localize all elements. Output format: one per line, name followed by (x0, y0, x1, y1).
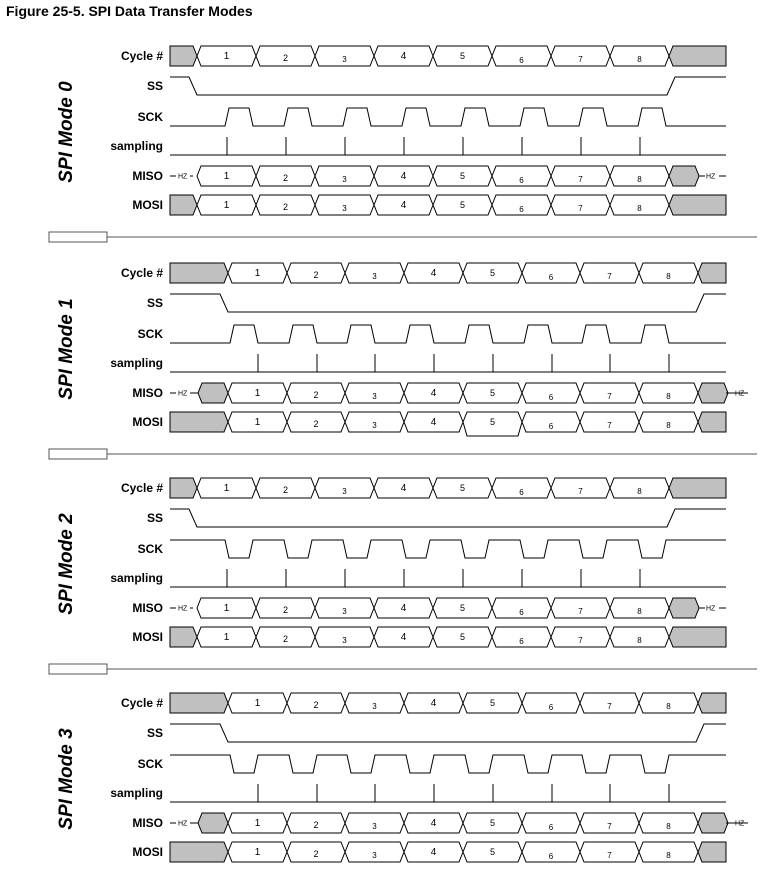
miso-row-shaded-right-post (698, 813, 728, 833)
mosi-row-num-3: 3 (372, 851, 377, 860)
cycle-row-num-8: 8 (637, 487, 642, 496)
miso-row-num-5: 5 (459, 603, 466, 613)
cycle-row-num-4: 4 (400, 483, 407, 494)
mosi-row-num-1: 1 (223, 632, 230, 643)
mosi-row-num-7: 7 (607, 421, 612, 430)
sck-waveform (170, 755, 726, 773)
cycle-row-shaded-left (170, 693, 228, 713)
signal-label-mosi: MOSI (132, 198, 163, 212)
mosi-row-num-2: 2 (282, 202, 289, 212)
miso-row-num-8: 8 (637, 607, 642, 616)
miso-row-hz-right: HZ (706, 605, 716, 613)
sck-waveform (170, 108, 726, 126)
mosi-row-shaded-right (698, 412, 726, 432)
miso-row-shaded-left-pre (198, 813, 228, 833)
signal-label-miso: MISO (132, 601, 163, 615)
mosi-row-num-7: 7 (607, 851, 612, 860)
miso-row-shaded-right-post (669, 166, 699, 186)
signal-label-miso: MISO (132, 816, 163, 830)
miso-row-hz-left: HZ (178, 173, 188, 181)
mode-panel-2 (49, 478, 757, 674)
miso-row-num-8: 8 (637, 175, 642, 184)
cycle-row-num-4: 4 (400, 51, 407, 62)
signal-label-sampling: sampling (110, 139, 163, 153)
miso-row-shaded-left-pre (198, 383, 228, 403)
signal-label-ss: SS (146, 511, 163, 525)
mode-panel-0 (49, 46, 757, 242)
miso-row-hz-right: HZ (706, 173, 716, 181)
panel-divider-box (49, 232, 107, 242)
miso-row-num-6: 6 (519, 608, 524, 617)
miso-row-num-7: 7 (578, 175, 583, 184)
miso-row-num-8: 8 (666, 392, 671, 401)
mosi-row-num-2: 2 (313, 419, 319, 429)
miso-row-num-4: 4 (400, 171, 407, 182)
miso-row-num-1: 1 (254, 818, 261, 829)
miso-row-num-2: 2 (313, 390, 319, 400)
ss-waveform (170, 509, 726, 527)
miso-row-shaded-right-post (669, 598, 699, 618)
mode-label: SPI Mode 2 (56, 513, 77, 615)
mosi-row-num-7: 7 (578, 204, 583, 213)
cycle-row-shaded-left (170, 263, 228, 283)
mosi-row-num-1: 1 (223, 200, 230, 211)
cycle-row-num-7: 7 (578, 55, 583, 64)
mosi-row-num-4: 4 (400, 200, 407, 211)
cycle-row-num-2: 2 (313, 270, 319, 280)
miso-row-num-5: 5 (489, 388, 496, 398)
miso-row-hz-right: HZ (735, 820, 745, 828)
miso-row-num-3: 3 (372, 392, 377, 401)
cycle-row-num-6: 6 (519, 488, 524, 497)
miso-row-num-1: 1 (223, 171, 230, 182)
mosi-row-shaded-left (170, 412, 228, 432)
miso-row-num-4: 4 (400, 603, 407, 614)
mosi-row-shaded-right (698, 842, 726, 862)
mosi-row-num-1: 1 (254, 417, 261, 428)
figure-title: Figure 25-5. SPI Data Transfer Modes (6, 3, 253, 19)
cycle-row-num-2: 2 (282, 53, 289, 63)
cycle-row-shaded-left (170, 46, 197, 66)
cycle-row-shaded-right (669, 478, 726, 498)
mode-label: SPI Mode 3 (56, 728, 77, 830)
mosi-row-num-7: 7 (578, 636, 583, 645)
miso-row-num-2: 2 (282, 605, 289, 615)
cycle-row-num-2: 2 (313, 700, 319, 710)
mosi-row-shaded-right (669, 627, 726, 647)
miso-row-hz-right: HZ (735, 390, 745, 398)
mode-label: SPI Mode 0 (56, 81, 77, 183)
mosi-row-num-8: 8 (666, 421, 671, 430)
mode-label: SPI Mode 1 (56, 298, 77, 400)
miso-row-num-7: 7 (607, 822, 612, 831)
miso-row-hz-left: HZ (178, 820, 188, 828)
mosi-row-num-8: 8 (666, 851, 671, 860)
mosi-row-shaded-right (669, 195, 726, 215)
cycle-row-num-1: 1 (254, 698, 261, 709)
cycle-row-num-7: 7 (607, 272, 612, 281)
mosi-row-num-4: 4 (400, 632, 407, 643)
cycle-row-num-3: 3 (372, 272, 377, 281)
sck-waveform (170, 325, 726, 343)
cycle-row-num-8: 8 (666, 272, 671, 281)
mosi-row-num-8: 8 (637, 636, 642, 645)
signal-label-cycle: Cycle # (120, 696, 163, 710)
signal-label-ss: SS (146, 726, 163, 740)
mosi-row-num-6: 6 (548, 852, 554, 861)
cycle-row-shaded-right (698, 263, 726, 283)
mosi-row-shaded-left (170, 627, 197, 647)
ss-waveform (170, 724, 726, 742)
panel-divider-box (49, 664, 107, 674)
cycle-row-num-5: 5 (459, 483, 466, 493)
ss-waveform (170, 294, 726, 312)
cycle-row-num-6: 6 (548, 703, 554, 712)
miso-row-num-7: 7 (607, 392, 612, 401)
mosi-row-num-3: 3 (342, 204, 347, 213)
miso-row-num-6: 6 (519, 176, 524, 185)
mode-panel-1 (49, 263, 757, 459)
signal-label-cycle: Cycle # (120, 49, 163, 63)
miso-row-num-5: 5 (459, 171, 466, 181)
miso-row-num-6: 6 (548, 393, 554, 402)
miso-row-num-6: 6 (548, 823, 554, 832)
signal-label-mosi: MOSI (132, 415, 163, 429)
mosi-row-num-1: 1 (254, 847, 261, 858)
mosi-row-num-5: 5 (489, 847, 496, 857)
cycle-row-num-1: 1 (254, 268, 261, 279)
mosi-row-num-6: 6 (519, 205, 524, 214)
cycle-row-shaded-left (170, 478, 197, 498)
sck-waveform (170, 540, 726, 558)
miso-row-num-5: 5 (489, 818, 496, 828)
miso-row-num-3: 3 (342, 175, 347, 184)
cycle-row-num-8: 8 (666, 702, 671, 711)
cycle-row-num-4: 4 (430, 268, 437, 279)
signal-label-ss: SS (146, 296, 163, 310)
mosi-row-num-3: 3 (372, 421, 377, 430)
signal-label-cycle: Cycle # (120, 481, 163, 495)
cycle-row-num-8: 8 (637, 55, 642, 64)
signal-label-mosi: MOSI (132, 845, 163, 859)
mosi-row-num-5: 5 (489, 417, 496, 427)
miso-row-num-1: 1 (254, 388, 261, 399)
mosi-row-shaded-left (170, 842, 228, 862)
panel-divider-box (49, 449, 107, 459)
miso-row-num-3: 3 (342, 607, 347, 616)
miso-row-num-3: 3 (372, 822, 377, 831)
cycle-row-num-3: 3 (342, 55, 347, 64)
signal-label-sck: SCK (137, 542, 163, 556)
cycle-row-num-4: 4 (430, 698, 437, 709)
signal-label-sampling: sampling (110, 786, 163, 800)
miso-row-num-8: 8 (666, 822, 671, 831)
cycle-row-num-7: 7 (578, 487, 583, 496)
cycle-row-num-7: 7 (607, 702, 612, 711)
mosi-row-num-4: 4 (430, 417, 437, 428)
miso-row-hz-left: HZ (178, 390, 188, 398)
cycle-row-num-5: 5 (459, 51, 466, 61)
signal-label-cycle: Cycle # (120, 266, 163, 280)
mosi-row-num-8: 8 (637, 204, 642, 213)
mode-panel-3 (56, 693, 748, 862)
mosi-row-num-5: 5 (459, 200, 466, 210)
signal-label-sampling: sampling (110, 356, 163, 370)
mosi-row-num-2: 2 (282, 634, 289, 644)
mosi-row-num-4: 4 (430, 847, 437, 858)
signal-label-sck: SCK (137, 757, 163, 771)
cycle-row-num-5: 5 (489, 698, 496, 708)
mosi-row-shaded-left (170, 195, 197, 215)
cycle-row-num-1: 1 (223, 51, 230, 62)
mosi-row-num-2: 2 (313, 849, 319, 859)
cycle-row-num-1: 1 (223, 483, 230, 494)
cycle-row-num-2: 2 (282, 485, 289, 495)
mosi-row-num-6: 6 (519, 637, 524, 646)
miso-row-num-4: 4 (430, 818, 437, 829)
signal-label-sck: SCK (137, 327, 163, 341)
cycle-row-shaded-right (669, 46, 726, 66)
signal-label-miso: MISO (132, 386, 163, 400)
miso-row-num-2: 2 (313, 820, 319, 830)
cycle-row-num-3: 3 (372, 702, 377, 711)
cycle-row-num-3: 3 (342, 487, 347, 496)
miso-row-num-1: 1 (223, 603, 230, 614)
miso-row-hz-left: HZ (178, 605, 188, 613)
mosi-row-num-5: 5 (459, 632, 466, 642)
miso-row-num-2: 2 (282, 173, 289, 183)
signal-label-sck: SCK (137, 110, 163, 124)
mosi-row-num-6: 6 (548, 422, 554, 431)
cycle-row-shaded-right (698, 693, 726, 713)
signal-label-ss: SS (146, 79, 163, 93)
signal-label-mosi: MOSI (132, 630, 163, 644)
miso-row-num-4: 4 (430, 388, 437, 399)
miso-row-shaded-right-post (698, 383, 728, 403)
miso-row-num-7: 7 (578, 607, 583, 616)
mosi-row-num-3: 3 (342, 636, 347, 645)
signal-label-sampling: sampling (110, 571, 163, 585)
cycle-row-num-5: 5 (489, 268, 496, 278)
cycle-row-num-6: 6 (548, 273, 554, 282)
ss-waveform (170, 77, 726, 95)
cycle-row-num-6: 6 (519, 56, 524, 65)
signal-label-miso: MISO (132, 169, 163, 183)
